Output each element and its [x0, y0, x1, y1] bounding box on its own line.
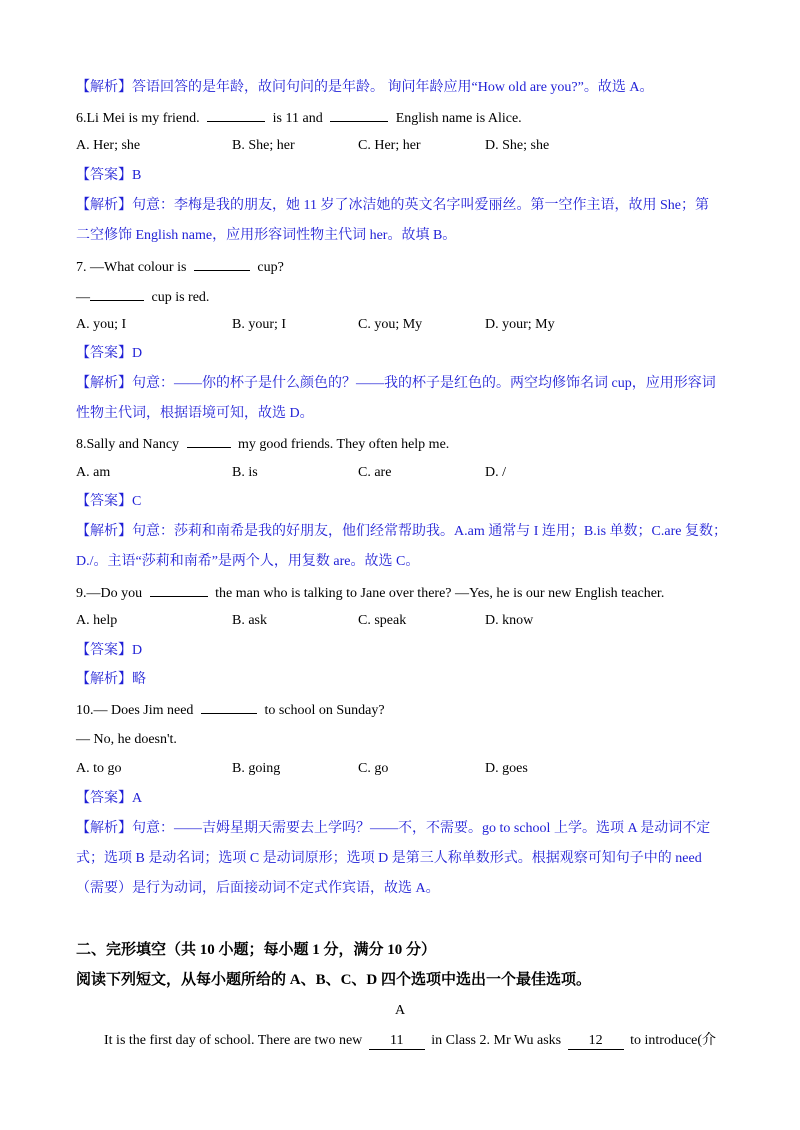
- q7-option-d: D. your; My: [485, 317, 555, 332]
- q7-option-c: C. you; My: [358, 317, 423, 332]
- answer-blank: [194, 256, 250, 271]
- q6-option-b: B. She; her: [232, 138, 295, 153]
- q10-option-a: A. to go: [76, 761, 122, 776]
- q10-analysis-line3: （需要）是行为动词，后面接动词不定式作宾语，故选 A。: [76, 881, 440, 896]
- q6-stem: 6.Li Mei is my friend. is 11 and English name is Alice.: [76, 107, 522, 129]
- q7-analysis-line2: 性物主代词，根据语境可知，故选 D。: [76, 406, 314, 421]
- q8-stem: 8.Sally and Nancy my good friends. They often help me.: [76, 433, 449, 455]
- q8-option-b: B. is: [232, 465, 258, 480]
- q9-answer: 【答案】D: [76, 643, 143, 658]
- q10-option-b: B. going: [232, 761, 281, 776]
- cloze-blank-12: 12: [568, 1033, 624, 1050]
- answer-blank: [207, 107, 265, 122]
- q5-analysis: 【解析】答语回答的是年龄，故问句问的是年龄。 询问年龄应用“How old are you?”。故选 A。: [76, 80, 654, 95]
- q10-stem-line1: 10.— Does Jim need to school on Sunday?: [76, 699, 385, 721]
- q8-option-d: D. /: [485, 465, 506, 480]
- passage-label: A: [394, 1003, 406, 1018]
- cloze-blank-11: 11: [369, 1033, 425, 1050]
- answer-blank: [150, 582, 208, 597]
- q6-option-d: D. She; she: [485, 138, 550, 153]
- section-heading: 二、完形填空（共 10 小题；每小题 1 分，满分 10 分）: [76, 942, 437, 958]
- q9-option-a: A. help: [76, 613, 118, 628]
- q7-answer: 【答案】D: [76, 346, 143, 361]
- q8-analysis-line1: 【解析】句意：莎莉和南希是我的好朋友，他们经常帮助我。A.am 通常与 I 连用；B.is 单数；C.are 复数；: [76, 524, 727, 539]
- q10-option-c: C. go: [358, 761, 389, 776]
- answer-blank: [201, 699, 257, 714]
- q9-stem: 9.—Do you the man who is talking to Jane over there? —Yes, he is our new English teacher.: [76, 582, 664, 604]
- q6-analysis-line2: 二空修饰 English name，应用形容词性物主代词 her。故填 B。: [76, 228, 457, 243]
- q7-analysis-line1: 【解析】句意：——你的杯子是什么颜色的？——我的杯子是红色的。两空均修饰名词 cup，应用形容词: [76, 376, 716, 391]
- q8-option-a: A. am: [76, 465, 111, 480]
- q10-analysis-line2: 式；选项 B 是动名词；选项 C 是动词原形；选项 D 是第三人称单数形式。根据观察可知句子中的 need: [76, 851, 702, 866]
- q7-option-a: A. you; I: [76, 317, 127, 332]
- q6-analysis-line1: 【解析】句意：李梅是我的朋友，她 11 岁了冰洁她的英文名字叫爱丽丝。第一空作主语，故用 She；第: [76, 198, 709, 213]
- q7-stem-line2: — cup is red.: [76, 286, 209, 308]
- q8-analysis-line2: D./。主语“莎莉和南希”是两个人，用复数 are。故选 C。: [76, 554, 420, 569]
- section-instruction: 阅读下列短文，从每小题所给的 A、B、C、D 四个选项中选出一个最佳选项。: [76, 972, 592, 988]
- answer-blank: [330, 107, 388, 122]
- q10-stem-line2: — No, he doesn't.: [76, 732, 177, 747]
- q9-option-d: D. know: [485, 613, 534, 628]
- q6-option-c: C. Her; her: [358, 138, 421, 153]
- q9-analysis: 【解析】略: [76, 672, 146, 687]
- q6-option-a: A. Her; she: [76, 138, 141, 153]
- q6-answer: 【答案】B: [76, 168, 142, 183]
- q9-option-c: C. speak: [358, 613, 407, 628]
- q8-option-c: C. are: [358, 465, 392, 480]
- q10-option-d: D. goes: [485, 761, 528, 776]
- q10-answer: 【答案】A: [76, 791, 143, 806]
- q10-analysis-line1: 【解析】句意：——吉姆星期天需要去上学吗？——不，不需要。go to school 上学。选项 A 是动词不定: [76, 821, 711, 836]
- q9-option-b: B. ask: [232, 613, 267, 628]
- passage-line1: It is the first day of school. There are two new 11 in Class 2. Mr Wu asks 12 to introduce(介: [104, 1033, 717, 1048]
- q7-option-b: B. your; I: [232, 317, 287, 332]
- q7-stem-line1: 7. —What colour is cup?: [76, 256, 284, 278]
- answer-blank: [90, 286, 144, 301]
- q8-answer: 【答案】C: [76, 494, 142, 509]
- answer-blank: [187, 433, 231, 448]
